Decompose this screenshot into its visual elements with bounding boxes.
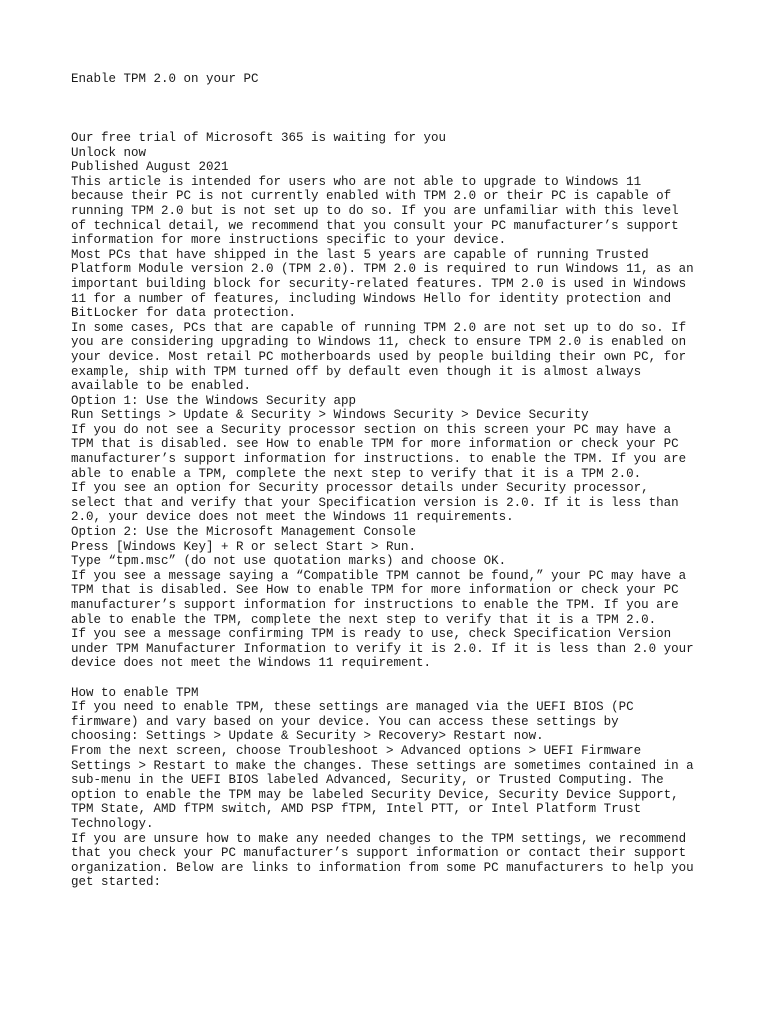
text-line: Type “tpm.msc” (do not use quotation marks) and choose OK. [71, 554, 507, 569]
document-body [71, 131, 761, 890]
text-line: In some cases, PCs that are capable of running TPM 2.0 are not set up to do so. If [71, 320, 687, 335]
text-line: that you check your PC manufacturer’s support information or contact their support [71, 846, 687, 861]
text-line: manufacturer’s support information for instructions. to enable the TPM. If you are [71, 452, 687, 467]
text-line: Option 2: Use the Microsoft Management Console [71, 525, 417, 540]
article-block-how-to-enable [71, 686, 761, 890]
text-line: able to enable the TPM, complete the next step to verify that it is a TPM 2.0. [71, 612, 657, 627]
text-line: device does not meet the Windows 11 requirement. [71, 656, 432, 671]
text-line: Run Settings > Update & Security > Windows Security > Device Security [71, 408, 589, 423]
text-line: you are considering upgrading to Windows 11, check to ensure TPM 2.0 is enabled on [71, 335, 687, 350]
text-line: Unlock now [71, 145, 147, 160]
text-line: If you see a message saying a “Compatible TPM cannot be found,” your PC may have a [71, 568, 687, 583]
text-line: Settings > Restart to make the changes. These settings are sometimes contained in a [71, 758, 694, 773]
text-line: get started: [71, 875, 162, 890]
text-line: If you see a message confirming TPM is ready to use, check Specification Version [71, 627, 672, 642]
text-line: From the next screen, choose Troubleshoot > Advanced options > UEFI Firmware [71, 743, 642, 758]
text-line: If you do not see a Security processor section on this screen your PC may have a [71, 422, 672, 437]
text-line: If you see an option for Security processor details under Security processor, [71, 481, 649, 496]
text-line: BitLocker for data protection. [71, 306, 297, 321]
text-line: manufacturer’s support information for instructions to enable the TPM. If you are [71, 598, 679, 612]
text-line: 11 for a number of features, including Windows Hello for identity protection and [71, 291, 672, 306]
text-line: Published August 2021 [71, 160, 229, 175]
text-line: If you are unsure how to make any needed changes to the TPM settings, we recommend [71, 831, 687, 846]
text-line: If you need to enable TPM, these settings are managed via the UEFI BIOS (PC [71, 700, 634, 715]
text-line: firmware) and vary based on your device. You can access these settings by [71, 714, 619, 729]
text-line: Most PCs that have shipped in the last 5 years are capable of running Trusted [71, 247, 649, 262]
text-line: information for more instructions specific to your device. [71, 233, 507, 248]
text-line: organization. Below are links to information from some PC manufacturers to help you [71, 860, 694, 875]
text-line: option to enable the TPM may be labeled Security Device, Security Device Support, [71, 787, 679, 802]
text-line: available to be enabled. [71, 379, 252, 394]
text-line: Option 1: Use the Windows Security app [71, 393, 357, 408]
text-line: Technology. [71, 816, 154, 831]
text-line: TPM State, AMD fTPM switch, AMD PSP fTPM, Intel PTT, or Intel Platform Trust [71, 802, 642, 817]
text-line: Press [Windows Key] + R or select Start > Run. [71, 539, 417, 554]
text-line: 2.0, your device does not meet the Windows 11 requirements. [71, 510, 514, 525]
text-line: TPM that is disabled. See How to enable TPM for more information or check your PC [71, 583, 679, 598]
paragraph-gap [71, 671, 761, 686]
text-line: able to enable a TPM, complete the next step to verify that it is a TPM 2.0. [71, 466, 642, 481]
text-line: sub-menu in the UEFI BIOS labeled Advanced, Security, or Trusted Computing. The [71, 773, 664, 788]
text-line: your device. Most retail PC motherboards used by people building their own PC, for [71, 349, 687, 364]
text-line: TPM that is disabled. see How to enable TPM for more information or check your PC [71, 437, 679, 452]
text-line: choosing: Settings > Update & Security > Recovery> Restart now. [71, 729, 544, 744]
text-line: This article is intended for users who are not able to upgrade to Windows 11 [71, 174, 642, 189]
article-block-intro [71, 131, 761, 671]
text-line: of technical detail, we recommend that you consult your PC manufacturer’s support [71, 218, 679, 233]
text-line: Platform Module version 2.0 (TPM 2.0). TPM 2.0 is required to run Windows 11, as an [71, 262, 694, 277]
text-line: running TPM 2.0 but is not set up to do so. If you are unfamiliar with this level [71, 203, 679, 218]
text-line: important building block for security-related features. TPM 2.0 is used in Windows [71, 276, 687, 291]
document-title: Enable TPM 2.0 on your PC [71, 72, 259, 86]
text-line: Our free trial of Microsoft 365 is waiting for you [71, 131, 447, 145]
text-line: under TPM Manufacturer Information to verify it is 2.0. If it is less than 2.0 your [71, 641, 694, 656]
text-line: example, ship with TPM turned off by default even though it is almost always [71, 364, 642, 379]
text-line: select that and verify that your Specification version is 2.0. If it is less than [71, 495, 679, 510]
text-line: because their PC is not currently enabled with TPM 2.0 or their PC is capable of [71, 189, 672, 204]
text-line: How to enable TPM [71, 685, 199, 700]
